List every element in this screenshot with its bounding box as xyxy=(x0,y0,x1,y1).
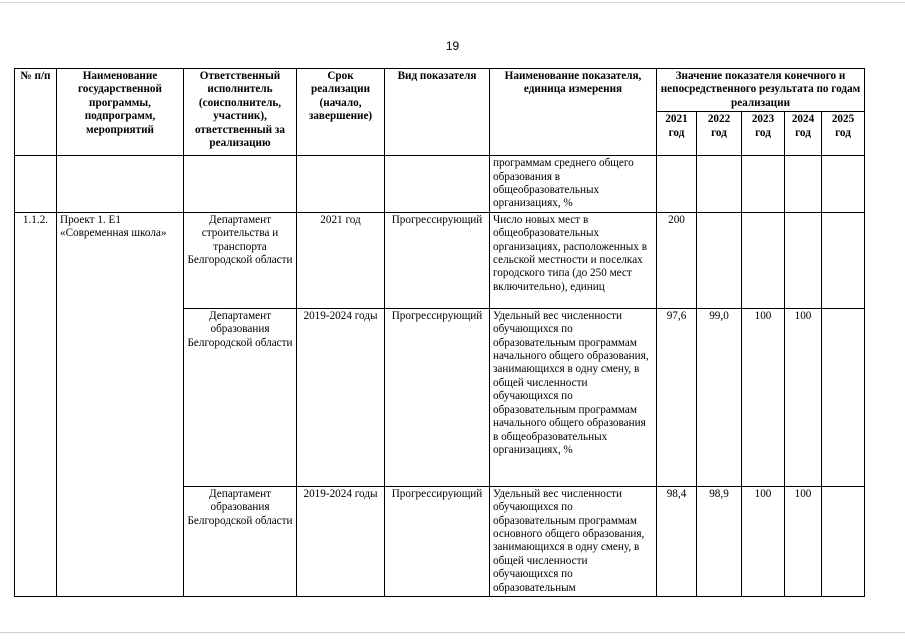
cell-responsible: Департамент строительства и транспорта Белгородской области xyxy=(184,212,297,308)
cell-indicator: Число новых мест в общеобразовательных организациях, расположенных в сельской местности и поселках городского типа (до 250 мест включительно), единиц xyxy=(490,212,657,308)
cell-indicator: Удельный вес численности обучающихся по образовательным программам начального общего образования, занимающихся в одну смену, в общей численности обучающихся по образовательным программам начального общего образования в общеобразовательных организациях, % xyxy=(490,308,657,486)
cell-period: 2019-2024 годы xyxy=(297,308,385,486)
header-year: 2024 год xyxy=(785,112,822,156)
cell-value: 97,6 xyxy=(657,308,697,486)
cell-type xyxy=(385,156,490,213)
cell-value: 98,9 xyxy=(697,486,742,596)
cell-type: Прогрессирующий xyxy=(385,308,490,486)
cell-indicator: Удельный вес численности обучающихся по образовательным программам основного общего образования, занимающихся в одну смену, в общей численности обучающихся по образовательным xyxy=(490,486,657,596)
cell-value: 100 xyxy=(742,308,785,486)
cell-value xyxy=(785,212,822,308)
header-num: № п/п xyxy=(15,69,57,156)
header-year: 2023 год xyxy=(742,112,785,156)
cell-value xyxy=(785,156,822,213)
table-row xyxy=(15,212,865,308)
cell-period: 2019-2024 годы xyxy=(297,486,385,596)
header-values-group: Значение показателя конечного и непосредственного результата по годам реализации xyxy=(657,69,865,112)
cell-value: 100 xyxy=(785,486,822,596)
cell-num xyxy=(15,156,57,213)
cell-value: 98,4 xyxy=(657,486,697,596)
cell-value xyxy=(657,156,697,213)
cell-type: Прогрессирующий xyxy=(385,212,490,308)
header-indicator-type: Вид показателя xyxy=(385,69,490,156)
header-year: 2025 год xyxy=(822,112,865,156)
cell-responsible: Департамент образования Белгородской области xyxy=(184,486,297,596)
cell-responsible xyxy=(184,156,297,213)
cell-responsible: Департамент образования Белгородской области xyxy=(184,308,297,486)
table-row xyxy=(15,156,865,213)
cell-value xyxy=(822,486,865,596)
scan-edge-top xyxy=(0,2,905,3)
cell-value xyxy=(822,156,865,213)
header-program-name: Наименование государственной программы, подпрограмм, мероприятий xyxy=(57,69,184,156)
cell-value xyxy=(697,156,742,213)
table-header xyxy=(15,69,865,156)
cell-value xyxy=(742,212,785,308)
cell-period: 2021 год xyxy=(297,212,385,308)
page-number: 19 xyxy=(445,39,460,53)
cell-period xyxy=(297,156,385,213)
cell-indicator: программам среднего общего образования в общеобразовательных организациях, % xyxy=(490,156,657,213)
header-year: 2022 год xyxy=(697,112,742,156)
header-indicator-name: Наименование показателя, единица измерения xyxy=(490,69,657,156)
cell-value: 99,0 xyxy=(697,308,742,486)
cell-program xyxy=(57,156,184,213)
header-year: 2021 год xyxy=(657,112,697,156)
cell-value xyxy=(822,308,865,486)
cell-value: 200 xyxy=(657,212,697,308)
cell-value: 100 xyxy=(785,308,822,486)
indicator-table xyxy=(14,68,865,597)
cell-program: Проект 1. E1 «Современная школа» xyxy=(57,212,184,596)
scan-edge-bottom xyxy=(0,632,905,633)
cell-value xyxy=(742,156,785,213)
header-responsible: Ответственный исполнитель (соисполнитель, участник), ответственный за реализацию xyxy=(184,69,297,156)
cell-type: Прогрессирующий xyxy=(385,486,490,596)
cell-value: 100 xyxy=(742,486,785,596)
cell-value xyxy=(822,212,865,308)
header-period: Срок реализации (начало, завершение) xyxy=(297,69,385,156)
cell-num: 1.1.2. xyxy=(15,212,57,596)
cell-value xyxy=(697,212,742,308)
